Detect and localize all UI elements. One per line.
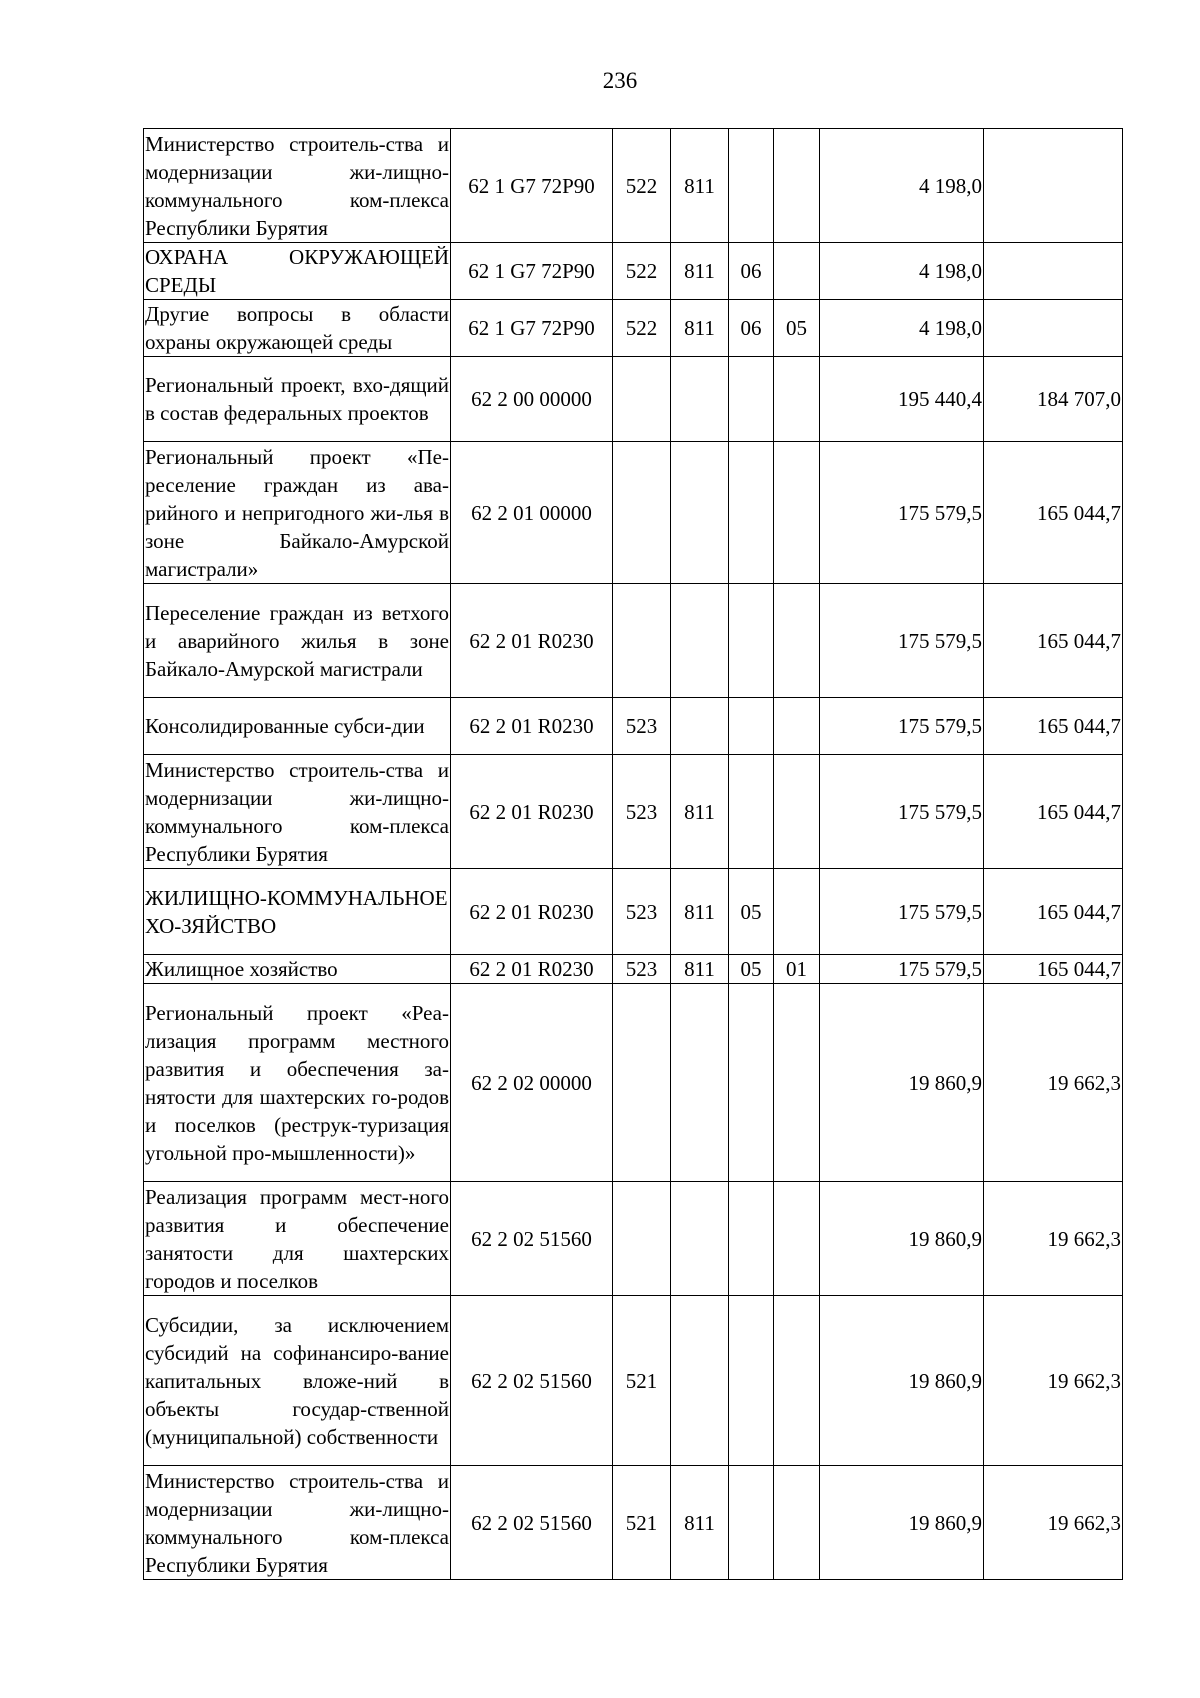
sum-year-2 xyxy=(984,300,1123,357)
budget-table xyxy=(143,128,1123,1580)
ministry-code xyxy=(671,1296,729,1466)
subsection-code xyxy=(774,698,820,755)
section-code xyxy=(729,1296,774,1466)
expense-type xyxy=(613,1182,671,1296)
sum-year-1: 175 579,5 xyxy=(820,755,984,869)
target-code: 62 2 01 R0230 xyxy=(451,955,613,984)
target-code: 62 2 01 R0230 xyxy=(451,869,613,955)
row-name: Субсидии, за исключением субсидий на софинансиро-вание капитальных вложе-ний в объекты государ-ственной (муниципальной) собственности xyxy=(144,1296,451,1466)
expense-type xyxy=(613,357,671,442)
target-code: 62 2 02 51560 xyxy=(451,1182,613,1296)
row-name: Консолидированные субси-дии xyxy=(144,698,451,755)
sum-year-2: 165 044,7 xyxy=(984,584,1123,698)
sum-year-1: 195 440,4 xyxy=(820,357,984,442)
row-name: ЖИЛИЩНО-КОММУНАЛЬНОЕ ХО-ЗЯЙСТВО xyxy=(144,869,451,955)
target-code: 62 2 00 00000 xyxy=(451,357,613,442)
table-row xyxy=(144,698,1123,755)
section-code: 05 xyxy=(729,955,774,984)
table-row xyxy=(144,584,1123,698)
section-code xyxy=(729,442,774,584)
sum-year-1: 175 579,5 xyxy=(820,584,984,698)
expense-type: 522 xyxy=(613,300,671,357)
sum-year-2 xyxy=(984,243,1123,300)
subsection-code xyxy=(774,442,820,584)
subsection-code: 05 xyxy=(774,300,820,357)
row-name: Реализация программ мест-ного развития и обеспечение занятости для шахтерских городов и поселков xyxy=(144,1182,451,1296)
sum-year-1: 19 860,9 xyxy=(820,984,984,1182)
section-code xyxy=(729,698,774,755)
sum-year-1: 19 860,9 xyxy=(820,1182,984,1296)
section-code: 05 xyxy=(729,869,774,955)
row-name: Министерство строитель-ства и модернизации жи-лищно-коммунального ком-плекса Республики Бурятия xyxy=(144,755,451,869)
subsection-code xyxy=(774,1466,820,1580)
row-name: Региональный проект «Реа-лизация программ местного развития и обеспечения за-нятости для шахтерских го-родов и поселков (реструк-туризация угольной про-мышленности)» xyxy=(144,984,451,1182)
sum-year-1: 175 579,5 xyxy=(820,698,984,755)
target-code: 62 2 02 51560 xyxy=(451,1296,613,1466)
table-row xyxy=(144,1466,1123,1580)
sum-year-2: 165 044,7 xyxy=(984,442,1123,584)
ministry-code: 811 xyxy=(671,869,729,955)
sum-year-2 xyxy=(984,129,1123,243)
row-name: Региональный проект, вхо-дящий в состав федеральных проектов xyxy=(144,357,451,442)
table-row xyxy=(144,1296,1123,1466)
subsection-code xyxy=(774,243,820,300)
section-code xyxy=(729,984,774,1182)
ministry-code: 811 xyxy=(671,755,729,869)
ministry-code xyxy=(671,584,729,698)
expense-type: 523 xyxy=(613,698,671,755)
target-code: 62 2 02 00000 xyxy=(451,984,613,1182)
subsection-code xyxy=(774,1296,820,1466)
row-name: Региональный проект «Пе-реселение граждан из ава-рийного и непригодного жи-лья в зоне Байкало-Амурской магистрали» xyxy=(144,442,451,584)
sum-year-1: 19 860,9 xyxy=(820,1296,984,1466)
expense-type: 521 xyxy=(613,1466,671,1580)
ministry-code: 811 xyxy=(671,300,729,357)
subsection-code xyxy=(774,984,820,1182)
target-code: 62 2 01 R0230 xyxy=(451,698,613,755)
sum-year-2: 19 662,3 xyxy=(984,984,1123,1182)
table-row xyxy=(144,755,1123,869)
expense-type: 523 xyxy=(613,755,671,869)
table-row xyxy=(144,442,1123,584)
ministry-code: 811 xyxy=(671,243,729,300)
section-code: 06 xyxy=(729,243,774,300)
subsection-code xyxy=(774,129,820,243)
target-code: 62 2 01 R0230 xyxy=(451,755,613,869)
sum-year-2: 19 662,3 xyxy=(984,1296,1123,1466)
sum-year-2: 184 707,0 xyxy=(984,357,1123,442)
section-code: 06 xyxy=(729,300,774,357)
sum-year-2: 165 044,7 xyxy=(984,869,1123,955)
row-name: Министерство строитель-ства и модернизации жи-лищно-коммунального ком-плекса Республики Бурятия xyxy=(144,129,451,243)
ministry-code: 811 xyxy=(671,1466,729,1580)
target-code: 62 2 01 R0230 xyxy=(451,584,613,698)
sum-year-2: 19 662,3 xyxy=(984,1182,1123,1296)
table-row xyxy=(144,1182,1123,1296)
target-code: 62 1 G7 72P90 xyxy=(451,300,613,357)
sum-year-1: 4 198,0 xyxy=(820,300,984,357)
sum-year-1: 175 579,5 xyxy=(820,955,984,984)
table-row xyxy=(144,129,1123,243)
subsection-code xyxy=(774,869,820,955)
row-name: ОХРАНА ОКРУЖАЮЩЕЙ СРЕДЫ xyxy=(144,243,451,300)
expense-type: 521 xyxy=(613,1296,671,1466)
ministry-code xyxy=(671,698,729,755)
row-name: Министерство строитель-ства и модернизации жи-лищно-коммунального ком-плекса Республики Бурятия xyxy=(144,1466,451,1580)
table-row xyxy=(144,984,1123,1182)
expense-type: 523 xyxy=(613,955,671,984)
sum-year-1: 19 860,9 xyxy=(820,1466,984,1580)
table-row xyxy=(144,243,1123,300)
subsection-code xyxy=(774,584,820,698)
expense-type: 522 xyxy=(613,243,671,300)
sum-year-2: 165 044,7 xyxy=(984,955,1123,984)
sum-year-1: 4 198,0 xyxy=(820,243,984,300)
target-code: 62 2 01 00000 xyxy=(451,442,613,584)
ministry-code: 811 xyxy=(671,955,729,984)
ministry-code xyxy=(671,357,729,442)
row-name: Другие вопросы в области охраны окружающей среды xyxy=(144,300,451,357)
ministry-code: 811 xyxy=(671,129,729,243)
subsection-code xyxy=(774,1182,820,1296)
ministry-code xyxy=(671,1182,729,1296)
sum-year-2: 19 662,3 xyxy=(984,1466,1123,1580)
subsection-code xyxy=(774,755,820,869)
table-row xyxy=(144,300,1123,357)
section-code xyxy=(729,1182,774,1296)
sum-year-1: 4 198,0 xyxy=(820,129,984,243)
table-row xyxy=(144,357,1123,442)
sum-year-1: 175 579,5 xyxy=(820,442,984,584)
row-name: Жилищное хозяйство xyxy=(144,955,451,984)
sum-year-1: 175 579,5 xyxy=(820,869,984,955)
section-code xyxy=(729,357,774,442)
target-code: 62 1 G7 72P90 xyxy=(451,243,613,300)
expense-type xyxy=(613,584,671,698)
expense-type xyxy=(613,442,671,584)
table-row xyxy=(144,955,1123,984)
expense-type: 523 xyxy=(613,869,671,955)
subsection-code xyxy=(774,357,820,442)
sum-year-2: 165 044,7 xyxy=(984,755,1123,869)
target-code: 62 1 G7 72P90 xyxy=(451,129,613,243)
table-row xyxy=(144,869,1123,955)
section-code xyxy=(729,755,774,869)
ministry-code xyxy=(671,984,729,1182)
page-number: 236 xyxy=(602,68,638,93)
ministry-code xyxy=(671,442,729,584)
expense-type: 522 xyxy=(613,129,671,243)
section-code xyxy=(729,129,774,243)
section-code xyxy=(729,1466,774,1580)
subsection-code: 01 xyxy=(774,955,820,984)
row-name: Переселение граждан из ветхого и аварийного жилья в зоне Байкало-Амурской магистрали xyxy=(144,584,451,698)
expense-type xyxy=(613,984,671,1182)
sum-year-2: 165 044,7 xyxy=(984,698,1123,755)
target-code: 62 2 02 51560 xyxy=(451,1466,613,1580)
section-code xyxy=(729,584,774,698)
